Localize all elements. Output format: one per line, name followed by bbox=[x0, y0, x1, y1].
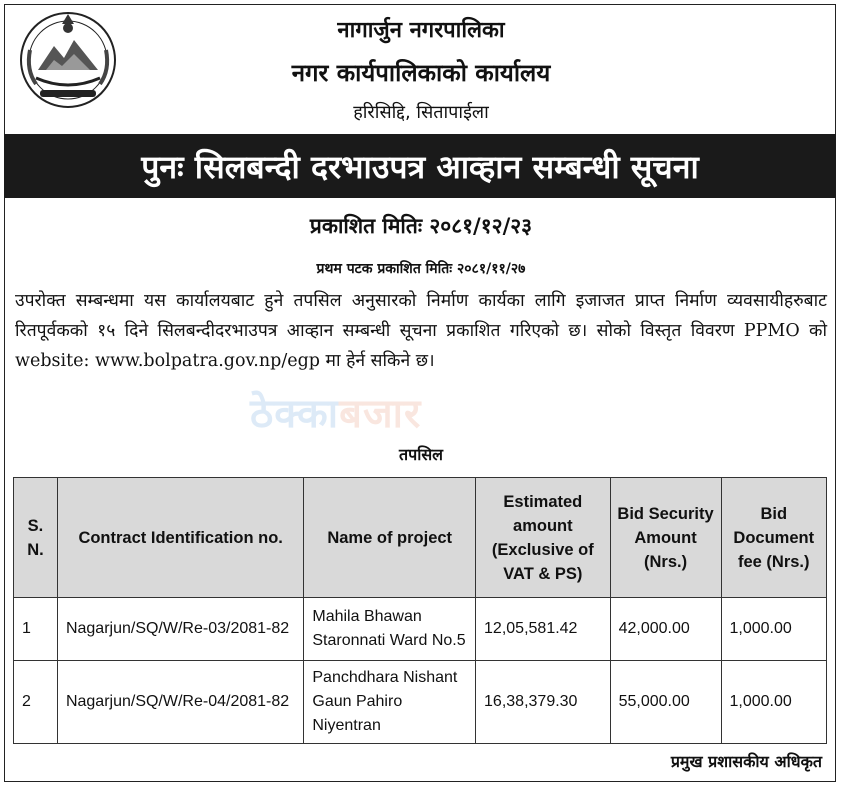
cell-sn: 2 bbox=[14, 661, 58, 744]
notice-title-banner bbox=[4, 134, 836, 198]
notice-body: उपरोक्त सम्बन्धमा यस कार्यालयबाट हुने तपसिल अनुसारको निर्माण कार्यका लागि इजाजत प्राप्त निर्माण व्यवसायीहरुबाट रितपूर्वकको १५ दिने सिलबन्दीदरभाउपत्र आव्हान सम्बन्धी सूचना प्रकाशित गरिएको छ। सोको विस्तृत विवरण PPMO को website: www.bolpatra.gov.np/egp मा हेर्न सकिने छ। bbox=[15, 291, 827, 371]
cell-contract-id: Nagarjun/SQ/W/Re-03/2081-82 bbox=[57, 598, 303, 661]
header-estimated-amount: Estimated amount (Exclusive of VAT & PS) bbox=[476, 478, 611, 598]
office-name: नगर कार्यपालिकाको कार्यालय bbox=[291, 59, 551, 87]
signatory: प्रमुख प्रशासकीय अधिकृत bbox=[670, 752, 822, 771]
table-caption: तपसिल bbox=[398, 445, 444, 464]
header-bid-security: Bid Security Amount (Nrs.) bbox=[610, 478, 721, 598]
header-sn: S. N. bbox=[14, 478, 58, 598]
cell-project-name: Panchdhara Nishant Gaun Pahiro Niyentran bbox=[304, 661, 476, 744]
office-address: हरिसिद्दि, सितापाईला bbox=[353, 102, 489, 123]
watermark bbox=[250, 384, 421, 439]
table-header-row bbox=[14, 478, 827, 598]
cell-contract-id: Nagarjun/SQ/W/Re-04/2081-82 bbox=[57, 661, 303, 744]
cell-estimated-amount: 16,38,379.30 bbox=[476, 661, 611, 744]
header-document-fee: Bid Document fee (Nrs.) bbox=[721, 478, 827, 598]
first-published-date: प्रथम पटक प्रकाशित मितिः २०८१/११/२७ bbox=[316, 261, 526, 277]
cell-sn: 1 bbox=[14, 598, 58, 661]
table-row bbox=[14, 661, 827, 744]
cell-document-fee: 1,000.00 bbox=[721, 661, 827, 744]
published-date: प्रकाशित मितिः २०८१/१२/२३ bbox=[309, 214, 533, 238]
cell-bid-security: 42,000.00 bbox=[610, 598, 721, 661]
notice-title: पुनः सिलबन्दी दरभाउपत्र आव्हान सम्बन्धी सूचना bbox=[141, 147, 699, 186]
table-row bbox=[14, 598, 827, 661]
watermark-part-1: ठेक्का bbox=[250, 391, 340, 437]
header-contract-id: Contract Identification no. bbox=[57, 478, 303, 598]
header-project-name: Name of project bbox=[304, 478, 476, 598]
municipality-name: नागार्जुन नगरपालिका bbox=[337, 18, 505, 43]
cell-estimated-amount: 12,05,581.42 bbox=[476, 598, 611, 661]
watermark-part-2: बजार bbox=[339, 391, 422, 437]
contract-table bbox=[13, 477, 827, 744]
cell-bid-security: 55,000.00 bbox=[610, 661, 721, 744]
cell-project-name: Mahila Bhawan Staronnati Ward No.5 bbox=[304, 598, 476, 661]
cell-document-fee: 1,000.00 bbox=[721, 598, 827, 661]
